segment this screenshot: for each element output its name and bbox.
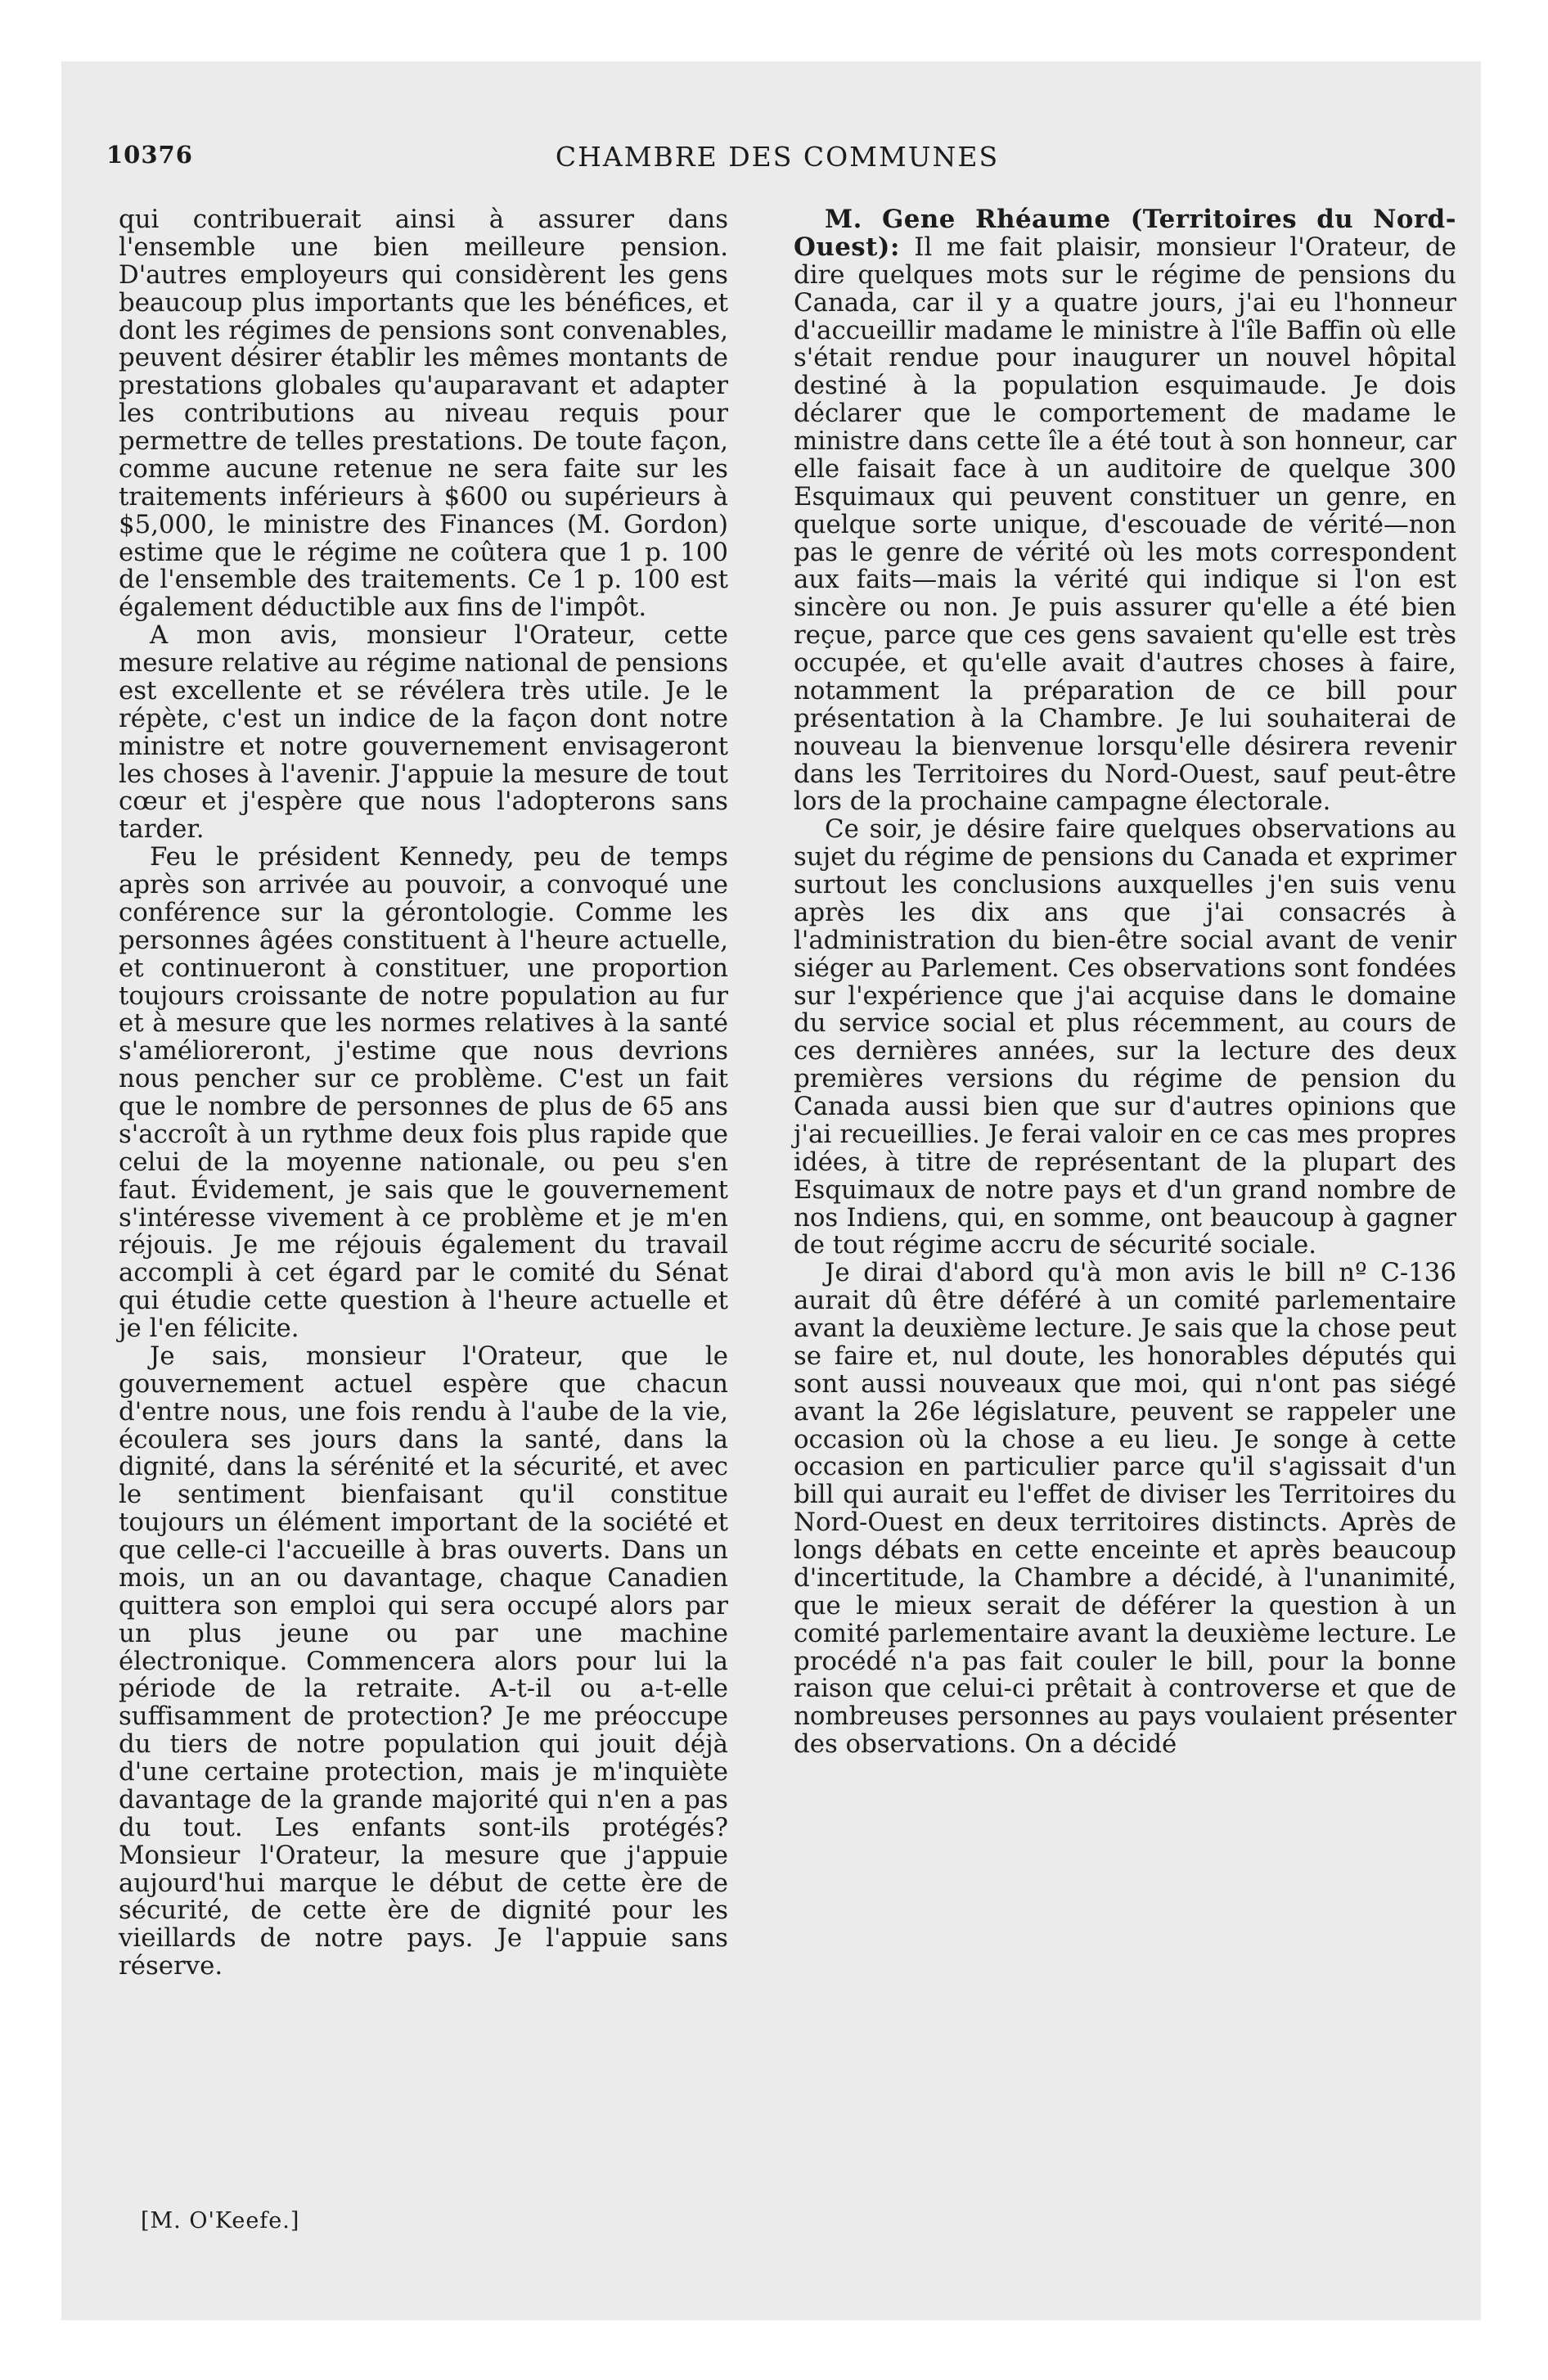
right-paragraph-1	[794, 206, 1456, 816]
right-paragraph-2: Ce soir, je désire faire quelques observations au sujet du régime de pensions du Canada et exprimer surtout les conclusions auxquelles j'en suis venu après les dix ans que j'ai consacrés à l'administration du bien-être social avant de venir siéger au Parlement. Ces observations sont fondées sur l'expérience que j'ai acquise dans le domaine du service social et plus récemment, au cours de ces dernières années, sur la lecture des deux premières versions du régime de pension du Canada aussi bien que sur d'autres opinions que j'ai recueillies. Je ferai valoir en ce cas mes propres idées, à titre de représentant de la plupart des Esquimaux de notre pays et d'un grand nombre de nos Indiens, qui, en somme, ont beaucoup à gagner de tout régime accru de sécurité sociale.	[794, 814, 1456, 1260]
speaker-name: M. Gene Rhéaume (Territoires du Nord-Ouest):	[794, 205, 1456, 262]
left-paragraph-3: Feu le président Kennedy, peu de temps après son arrivée au pouvoir, a convoqué une conférence sur la gérontologie. Comme les personnes âgées constituent à l'heure actuelle, et continueront à constituer, une proportion toujours croissante de notre population au fur et à mesure que les normes relatives à la santé s'amélioreront, j'estime que nous devrions nous pencher sur ce problème. C'est un fait que le nombre de personnes de plus de 65 ans s'accroît à un rythme deux fois plus rapide que celui de la moyenne nationale, ou peu s'en faut. Évidement, je sais que le gouvernement s'intéresse vivement à ce problème et je m'en réjouis. Je me réjouis également du travail accompli à cet égard par le comité du Sénat qui étudie cette question à l'heure actuelle et je l'en félicite.	[119, 842, 728, 1343]
right-paragraph-3: Je dirai d'abord qu'à mon avis le bill nº C-136 aurait dû être déféré à un comité parlementaire avant la deuxième lecture. Je sais que la chose peut se faire et, nul doute, les honorables députés qui sont aussi nouveaux que moi, qui n'ont pas siégé avant la 26e législature, peuvent se rappeler une occasion où la chose a eu lieu. Je songe à cette occasion en particulier parce qu'il s'agissait d'un bill qui aurait eu l'effet de diviser les Territoires du Nord-Ouest en deux territoires distincts. Après de longs débats en cette enceinte et après beaucoup d'incertitude, la Chambre a décidé, à l'unanimité, que le mieux serait de déférer la question à un comité parlementaire avant la deuxième lecture. Le procédé n'a pas fait couler le bill, pour la bonne raison que celui-ci prêtait à controverse et que de nombreuses personnes au pays voulaient présenter des observations. On a décidé	[794, 1258, 1456, 1760]
left-column	[119, 206, 728, 1981]
speaker-attribution: [M. O'Keefe.]	[141, 2208, 300, 2234]
left-paragraph-4: Je sais, monsieur l'Orateur, que le gouvernement actuel espère que chacun d'entre nous, une fois rendu à l'aube de la vie, écoulera ses jours dans la santé, dans la dignité, dans la sérénité et la sécurité, et avec le sentiment bienfaisant qu'il constitue toujours un élément important de la société et que celle-ci l'accueille à bras ouverts. Dans un mois, un an ou davantage, chaque Canadien quittera son emploi qui sera occupé alors par un plus jeune ou par une machine électronique. Commencera alors pour lui la période de la retraite. A-t-il ou a-t-elle suffisamment de protection? Je me préoccupe du tiers de notre population qui jouit déjà d'une certaine protection, mais je m'inquiète davantage de la grande majorité qui n'en a pas du tout. Les enfants sont-ils protégés? Monsieur l'Orateur, la mesure que j'appuie aujourd'hui marque le début de cette ère de sécurité, de cette ère de dignité pour les vieillards de notre pays. Je l'appuie sans réserve.	[119, 1341, 728, 1981]
left-paragraph-1: qui contribuerait ainsi à assurer dans l'ensemble une bien meilleure pension. D'autres employeurs qui considèrent les gens beaucoup plus importants que les bénéfices, et dont les régimes de pensions sont convenables, peuvent désirer établir les mêmes montants de prestations globales qu'auparavant et adapter les contributions au niveau requis pour permettre de telles prestations. De toute façon, comme aucune retenue ne sera faite sur les traitements inférieurs à $600 ou supérieurs à $5,000, le ministre des Finances (M. Gordon) estime que le régime ne coûtera que 1 p. 100 de l'ensemble des traitements. Ce 1 p. 100 est également déductible aux fins de l'impôt.	[119, 205, 728, 623]
running-title: CHAMBRE DES COMMUNES	[555, 141, 1000, 173]
right-column	[794, 206, 1456, 1759]
right-paragraph-1-text: Il me fait plaisir, monsieur l'Orateur, de dire quelques mots sur le régime de pensions du Canada, car il y a quatre jours, j'ai eu l'honneur d'accueillir madame le ministre à l'île Baffin où elle s'était rendue pour inaugurer un nouvel hôpital destiné à la population esquimaude. Je dois déclarer que le comportement de madame le ministre dans cette île a été tout à son honneur, car elle faisait face à un auditoire de quelque 300 Esquimaux qui peuvent constituer un genre, en quelque sorte unique, d'escouade de vérité—non pas le genre de vérité où les mots correspondent aux faits—mais la vérité qui indique si l'on est sincère ou non. Je puis assurer qu'elle a été bien reçue, parce que ces gens savaient qu'elle est très occupée, et qu'elle avait d'autres choses à faire, notamment la préparation de ce bill pour présentation à la Chambre. Je lui souhaiterai de nouveau la bienvenue lorsqu'elle désirera revenir dans les Territoires du Nord-Ouest, sauf peut-être lors de la prochaine campagne électorale.	[794, 232, 1456, 817]
left-paragraph-2: A mon avis, monsieur l'Orateur, cette mesure relative au régime national de pensions est excellente et se révélera très utile. Je le répète, c'est un indice de la façon dont notre ministre et notre gouvernement envisageront les choses à l'avenir. J'appuie la mesure de tout cœur et j'espère que nous l'adopterons sans tarder.	[119, 620, 728, 845]
page-number: 10376	[106, 141, 193, 169]
page-header	[106, 141, 1448, 182]
